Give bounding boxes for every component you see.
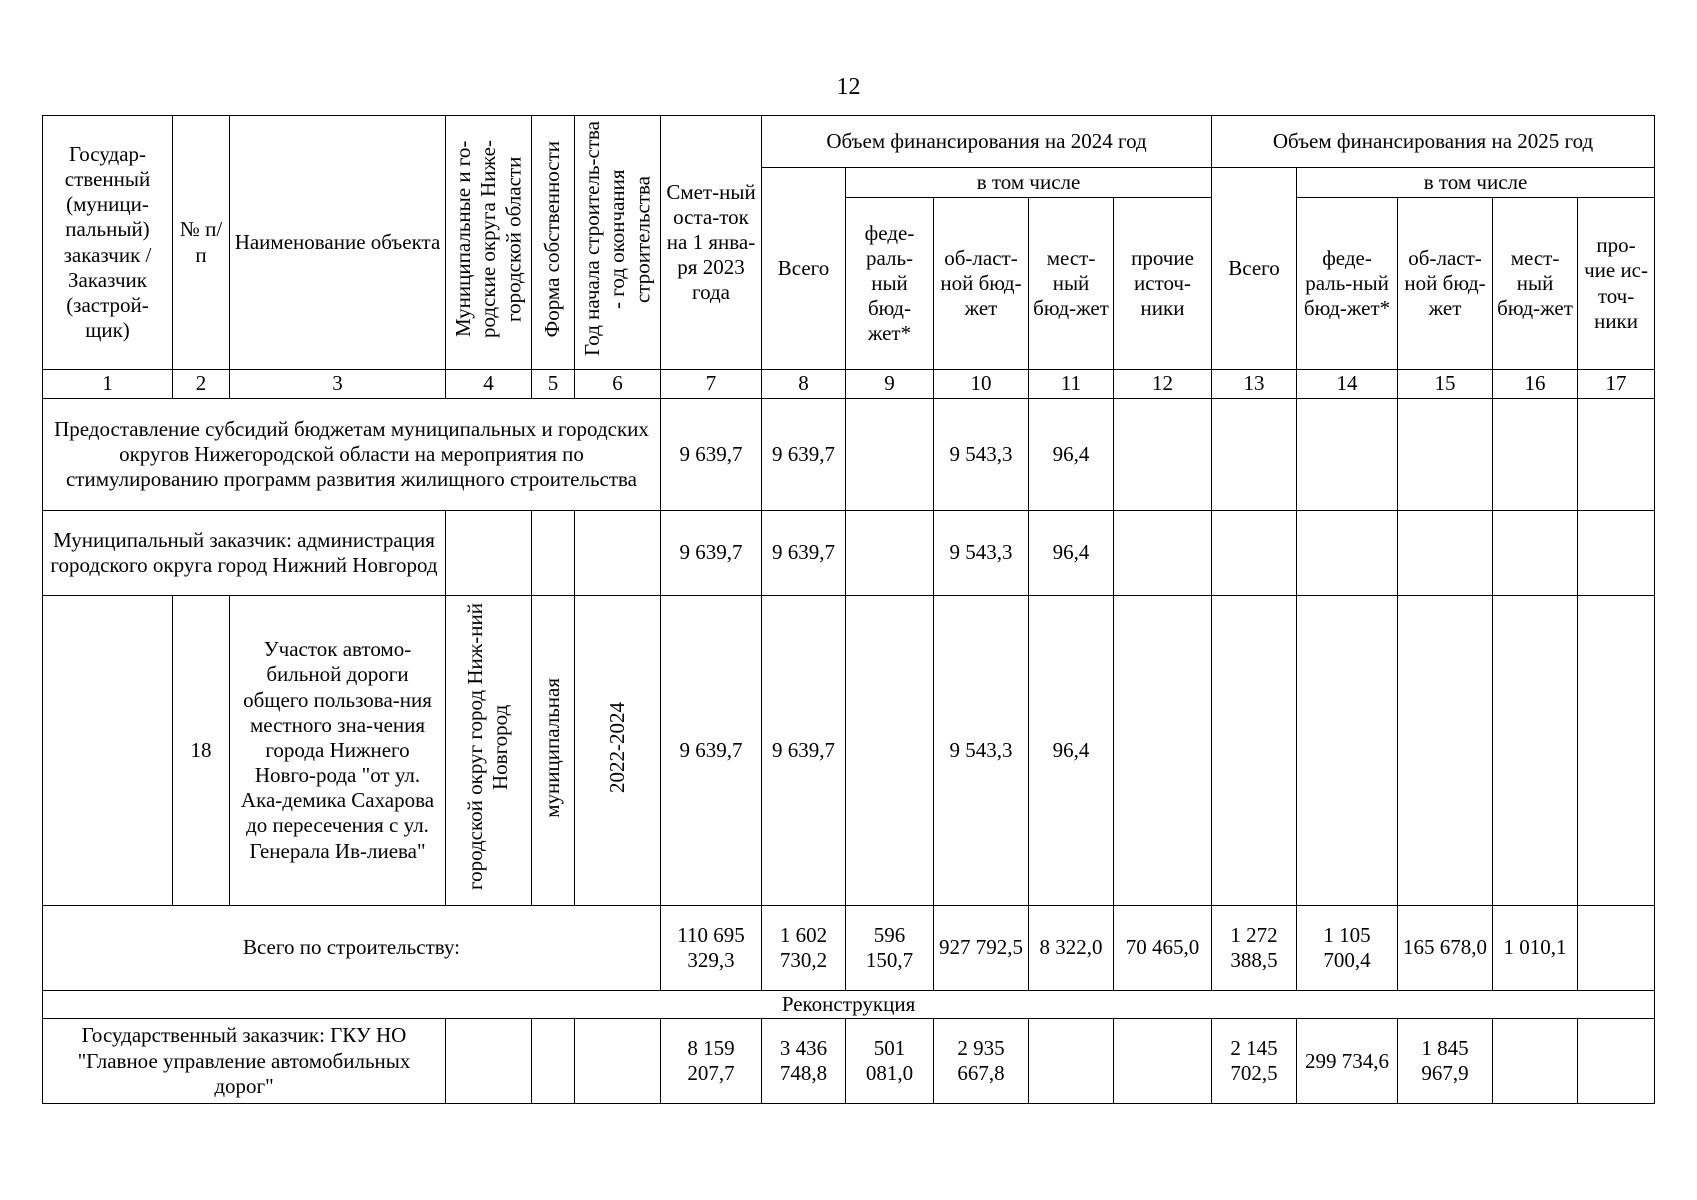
column-number: 5 — [532, 370, 575, 399]
header-incl-2025: в том числе — [1297, 168, 1655, 198]
customer-estimate: 9 639,7 — [661, 511, 762, 596]
header-local-2024: мест-ный бюд-жет — [1029, 198, 1114, 370]
object-district-cell — [446, 596, 532, 906]
customer-federal-2024 — [846, 511, 934, 596]
header-regional-2024: об-ласт-ной бюд-жет — [934, 198, 1029, 370]
total-construction-row — [43, 906, 1655, 991]
total-other-2025 — [1578, 906, 1655, 991]
object-total-2025 — [1212, 596, 1297, 906]
header-years: Год начала строитель-ства - год окончания строительства — [579, 121, 655, 357]
subsidy-federal-2025 — [1297, 399, 1398, 511]
column-number: 2 — [173, 370, 230, 399]
gku-federal-2025: 299 734,6 — [1297, 1019, 1398, 1104]
column-number: 7 — [661, 370, 762, 399]
header-customer: Государ-ственный (муници-пальный) заказчик / Заказчик (застрой-щик) — [43, 116, 173, 370]
header-district-cell — [446, 116, 532, 370]
header-estimate-balance: Смет-ный оста-ток на 1 янва-ря 2023 года — [661, 116, 762, 370]
gku-other-2025 — [1578, 1019, 1655, 1104]
column-numbers-row — [43, 370, 1655, 399]
object-other-2024 — [1114, 596, 1212, 906]
customer-years — [575, 511, 661, 596]
column-number: 15 — [1398, 370, 1493, 399]
object-name: Участок автомо-бильной дороги общего пользова-ния местного зна-чения города Нижнего Новго-рода "от ул. Ака-демика Сахарова до пересечения с ул. Генерала Ив-лиева" — [230, 596, 446, 906]
object-ownership-cell — [532, 596, 575, 906]
header-ownership: Форма собственности — [540, 141, 565, 338]
header-group-2025: Объем финансирования на 2025 год — [1212, 116, 1655, 168]
total-local-2025: 1 010,1 — [1493, 906, 1578, 991]
gku-ownership — [532, 1019, 575, 1104]
page-number: 12 — [836, 74, 861, 100]
header-years-cell — [575, 116, 661, 370]
header-local-2025: мест-ный бюд-жет — [1493, 198, 1578, 370]
column-number: 11 — [1029, 370, 1114, 399]
column-number: 14 — [1297, 370, 1398, 399]
column-number: 17 — [1578, 370, 1655, 399]
header-total-2025: Всего — [1212, 168, 1297, 370]
column-number: 10 — [934, 370, 1029, 399]
subsidy-federal-2024 — [846, 399, 934, 511]
customer-regional-2024: 9 543,3 — [934, 511, 1029, 596]
customer-title: Муниципальный заказчик: администрация городского округа город Нижний Новгород — [43, 511, 446, 596]
column-number: 8 — [762, 370, 846, 399]
total-other-2024: 70 465,0 — [1114, 906, 1212, 991]
object-number: 18 — [173, 596, 230, 906]
object-federal-2024 — [846, 596, 934, 906]
object-other-2025 — [1578, 596, 1655, 906]
header-ownership-cell — [532, 116, 575, 370]
object-district: городской округ город Ниж-ний Новгород — [463, 603, 513, 891]
column-number: 1 — [43, 370, 173, 399]
object-customer — [43, 596, 173, 906]
header-object-name: Наименование объекта — [230, 116, 446, 370]
customer-other-2025 — [1578, 511, 1655, 596]
subsidy-local-2025 — [1493, 399, 1578, 511]
gku-title: Государственный заказчик: ГКУ НО "Главное управление автомобильных дорог" — [43, 1019, 446, 1104]
total-federal-2025: 1 105 700,4 — [1297, 906, 1398, 991]
gku-federal-2024: 501 081,0 — [846, 1019, 934, 1104]
object-local-2025 — [1493, 596, 1578, 906]
header-other-2024: прочие источ-ники — [1114, 198, 1212, 370]
header-federal-2024: феде-раль-ный бюд-жет* — [846, 198, 934, 370]
header-regional-2025: об-ласт-ной бюд-жет — [1398, 198, 1493, 370]
total-regional-2024: 927 792,5 — [934, 906, 1029, 991]
object-row — [43, 596, 1655, 906]
customer-total-2024: 9 639,7 — [762, 511, 846, 596]
column-number: 4 — [446, 370, 532, 399]
financing-table — [42, 115, 1655, 1104]
gku-regional-2025: 1 845 967,9 — [1398, 1019, 1493, 1104]
gku-regional-2024: 2 935 667,8 — [934, 1019, 1029, 1104]
header-row-1 — [43, 116, 1655, 168]
total-local-2024: 8 322,0 — [1029, 906, 1114, 991]
object-estimate: 9 639,7 — [661, 596, 762, 906]
object-regional-2024: 9 543,3 — [934, 596, 1029, 906]
subsidy-total-2024: 9 639,7 — [762, 399, 846, 511]
object-years-cell — [575, 596, 661, 906]
total-construction-title: Всего по строительству: — [43, 906, 661, 991]
header-incl-2024: в том числе — [846, 168, 1212, 198]
gku-local-2024 — [1029, 1019, 1114, 1104]
subsidy-total-2025 — [1212, 399, 1297, 511]
gku-estimate: 8 159 207,7 — [661, 1019, 762, 1104]
column-number: 9 — [846, 370, 934, 399]
gku-total-2025: 2 145 702,5 — [1212, 1019, 1297, 1104]
subsidy-other-2024 — [1114, 399, 1212, 511]
subsidy-regional-2024: 9 543,3 — [934, 399, 1029, 511]
subsidy-estimate: 9 639,7 — [661, 399, 762, 511]
customer-local-2024: 96,4 — [1029, 511, 1114, 596]
total-total-2025: 1 272 388,5 — [1212, 906, 1297, 991]
customer-federal-2025 — [1297, 511, 1398, 596]
subsidy-local-2024: 96,4 — [1029, 399, 1114, 511]
subsidy-other-2025 — [1578, 399, 1655, 511]
total-estimate: 110 695 329,3 — [661, 906, 762, 991]
total-federal-2024: 596 150,7 — [846, 906, 934, 991]
column-number: 6 — [575, 370, 661, 399]
gku-district — [446, 1019, 532, 1104]
customer-ownership — [532, 511, 575, 596]
header-district: Муниципальные и го-родские округа Ниже-городской области — [450, 140, 526, 339]
object-local-2024: 96,4 — [1029, 596, 1114, 906]
gku-other-2024 — [1114, 1019, 1212, 1104]
object-federal-2025 — [1297, 596, 1398, 906]
object-regional-2025 — [1398, 596, 1493, 906]
header-group-2024: Объем финансирования на 2024 год — [762, 116, 1212, 168]
column-number: 3 — [230, 370, 446, 399]
customer-district — [446, 511, 532, 596]
customer-regional-2025 — [1398, 511, 1493, 596]
customer-total-2025 — [1212, 511, 1297, 596]
gku-years — [575, 1019, 661, 1104]
total-total-2024: 1 602 730,2 — [762, 906, 846, 991]
header-number: № п/п — [173, 116, 230, 370]
customer-other-2024 — [1114, 511, 1212, 596]
gku-local-2025 — [1493, 1019, 1578, 1104]
total-regional-2025: 165 678,0 — [1398, 906, 1493, 991]
subsidy-regional-2025 — [1398, 399, 1493, 511]
column-number: 12 — [1114, 370, 1212, 399]
object-total-2024: 9 639,7 — [762, 596, 846, 906]
section-row — [43, 991, 1655, 1019]
customer-row — [43, 511, 1655, 596]
header-total-2024: Всего — [762, 168, 846, 370]
column-number: 16 — [1493, 370, 1578, 399]
header-other-2025: про-чие ис-точ-ники — [1578, 198, 1655, 370]
section-title: Реконструкция — [43, 991, 1655, 1019]
subsidy-row — [43, 399, 1655, 511]
object-years: 2022-2024 — [604, 701, 629, 793]
customer-local-2025 — [1493, 511, 1578, 596]
header-federal-2025: феде-раль-ный бюд-жет* — [1297, 198, 1398, 370]
object-ownership: муниципальная — [540, 677, 565, 818]
column-number: 13 — [1212, 370, 1297, 399]
gku-row — [43, 1019, 1655, 1104]
subsidy-title: Предоставление субсидий бюджетам муниципальных и городских округов Нижегородской области на мероприятия по стимулированию программ развития жилищного строительства — [43, 399, 661, 511]
gku-total-2024: 3 436 748,8 — [762, 1019, 846, 1104]
